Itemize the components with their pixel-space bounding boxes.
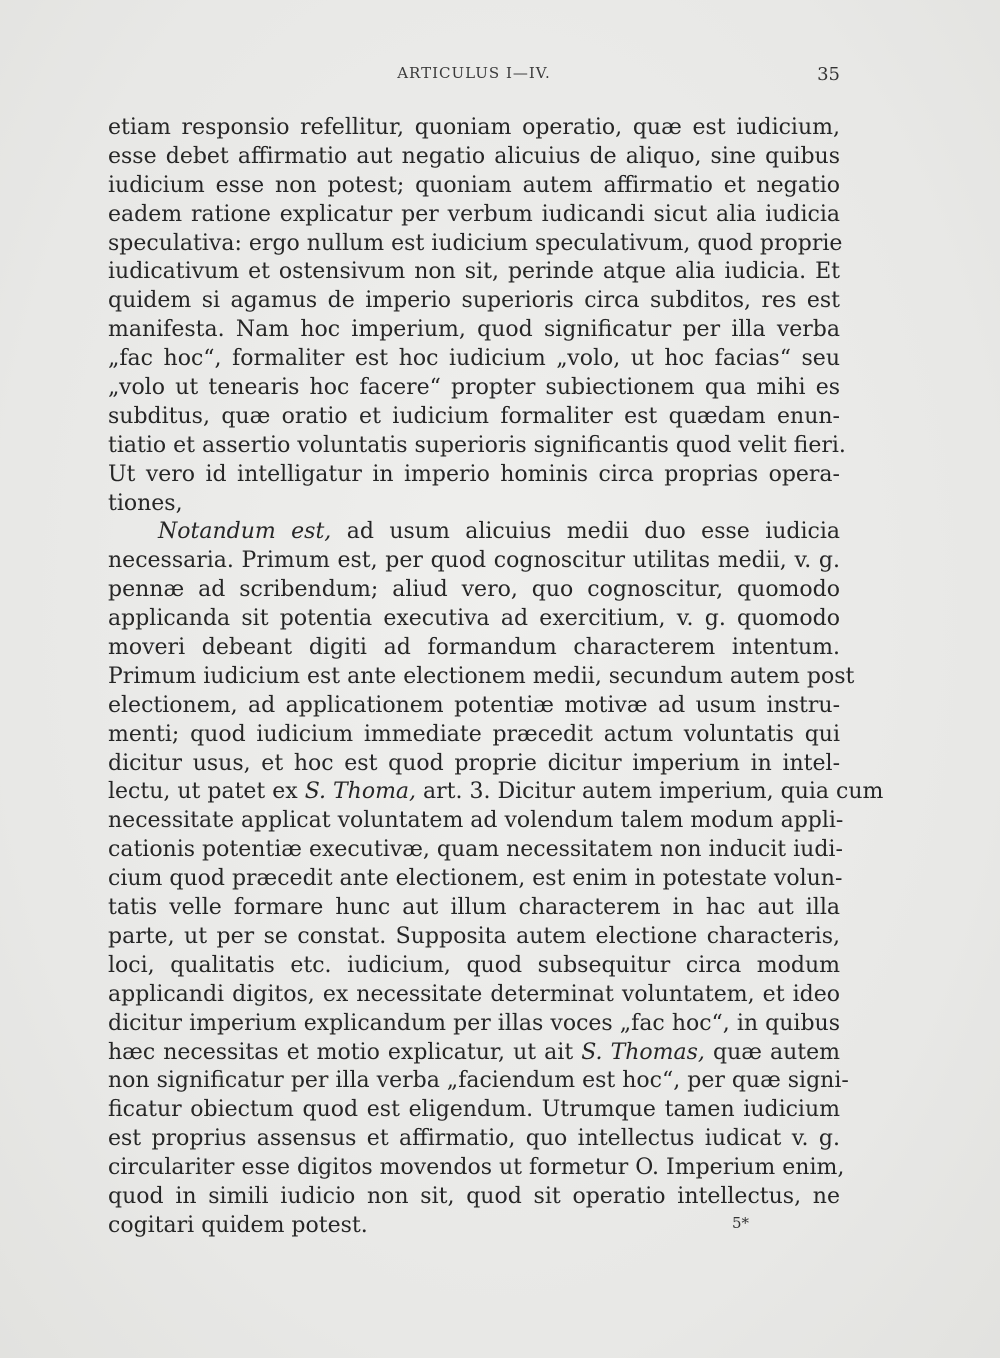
page-number: 35 (817, 64, 840, 85)
text-line: dicitur imperium explicandum per illas voces „fac hoc“, in quibus (108, 1010, 840, 1036)
text-line: „fac hoc“, formaliter est hoc iudicium „volo, ut hoc facias“ seu (108, 346, 840, 372)
thoma-line (108, 778, 884, 807)
text-line: subditus, quæ oratio et iudicium formaliter est quædam enun- (108, 403, 840, 429)
text-line: quidem si agamus de imperio superioris circa subditos, res est (108, 288, 840, 314)
text-line: esse debet affirmatio aut negatio alicuius de aliquo, sine quibus (108, 143, 840, 169)
text-line: Ut vero id intelligatur in imperio hominis circa proprias opera- (108, 461, 840, 487)
text-line: etiam responsio refellitur, quoniam operatio, quæ est iudicium, (108, 115, 840, 140)
text-line: loci, qualitatis etc. iudicium, quod subsequitur circa modum (108, 952, 840, 978)
signature-mark: 5* (732, 1214, 750, 1232)
thomas-line (108, 1039, 840, 1068)
thomas-pre: hæc necessitas et motio explicatur, ut ait (108, 1039, 582, 1065)
text-line: tiatio et assertio voluntatis superioris significantis quod velit fieri. (108, 432, 846, 458)
thomas-post: quæ autem (704, 1039, 841, 1065)
notandum-line (108, 518, 840, 547)
text-line: tatis velle formare hunc aut illum characterem in hac aut illa (108, 895, 840, 921)
text-line: moveri debeant digiti ad formandum characterem intentum. (108, 635, 840, 661)
text-line: ficatur obiectum quod est eligendum. Utrumque tamen iudicium (108, 1097, 840, 1123)
running-head (108, 64, 840, 90)
notandum-rest: ad usum alicuius medii duo esse iudicia (331, 519, 841, 545)
text-line: quod in simili iudicio non sit, quod sit operatio intellectus, ne (108, 1183, 840, 1209)
text-line: applicandi digitos, ex necessitate determinat voluntatem, et ideo (108, 981, 840, 1007)
text-line: menti; quod iudicium immediate præcedit actum voluntatis qui (108, 721, 840, 747)
text-line: manifesta. Nam hoc imperium, quod significatur per illa verba (108, 317, 840, 343)
running-title: ARTICULUS I—IV. (397, 64, 551, 82)
text-line: Primum iudicium est ante electionem medii, secundum autem post (108, 663, 855, 689)
text-line: est proprius assensus et affirmatio, quo intellectus iudicat v. g. (108, 1126, 840, 1152)
text-line: necessaria. Primum est, per quod cognoscitur utilitas medii, v. g. (108, 548, 840, 574)
thoma-post: art. 3. Dicitur autem imperium, quia cum (416, 779, 884, 805)
text-line: eadem ratione explicatur per verbum iudicandi sicut alia iudicia (108, 201, 840, 227)
text-line: circulariter esse digitos movendos ut formetur O. Imperium enim, (108, 1155, 845, 1181)
text-line: „volo ut tenearis hoc facere“ propter subiectionem qua mihi es (108, 375, 840, 401)
text-line: necessitate applicat voluntatem ad volendum talem modum appli- (108, 808, 844, 834)
thoma-italic: S. Thoma, (304, 779, 417, 805)
text-line: iudicium esse non potest; quoniam autem affirmatio et negatio (108, 172, 840, 198)
text-line: cium quod præcedit ante electionem, est enim in potestate volun- (108, 866, 843, 892)
text-line: parte, ut per se constat. Supposita autem electione characteris, (108, 923, 840, 949)
text-line: tiones, (108, 490, 183, 516)
text-line: pennæ ad scribendum; aliud vero, quo cognoscitur, quomodo (108, 577, 840, 603)
thoma-pre: lectu, ut patet ex (108, 779, 305, 805)
text-line: electionem, ad applicationem potentiæ motivæ ad usum instru- (108, 692, 840, 718)
text-line: cationis potentiæ executivæ, quam necessitatem non inducit iudi- (108, 837, 843, 863)
text-line: applicanda sit potentia executiva ad exercitium, v. g. quomodo (108, 606, 840, 632)
thomas-italic: S. Thomas, (581, 1039, 705, 1065)
text-line: iudicativum et ostensivum non sit, perinde atque alia iudicia. Et (108, 259, 840, 285)
notandum-italic: Notandum est, (158, 519, 332, 545)
text-line: speculativa: ergo nullum est iudicium speculativum, quod proprie (108, 230, 843, 256)
body-text (108, 114, 884, 1241)
text-line: non significatur per illa verba „faciendum est hoc“, per quæ signi- (108, 1068, 849, 1094)
text-line: dicitur usus, et hoc est quod proprie dicitur imperium in intel- (108, 750, 840, 776)
text-line: cogitari quidem potest. (108, 1212, 368, 1238)
